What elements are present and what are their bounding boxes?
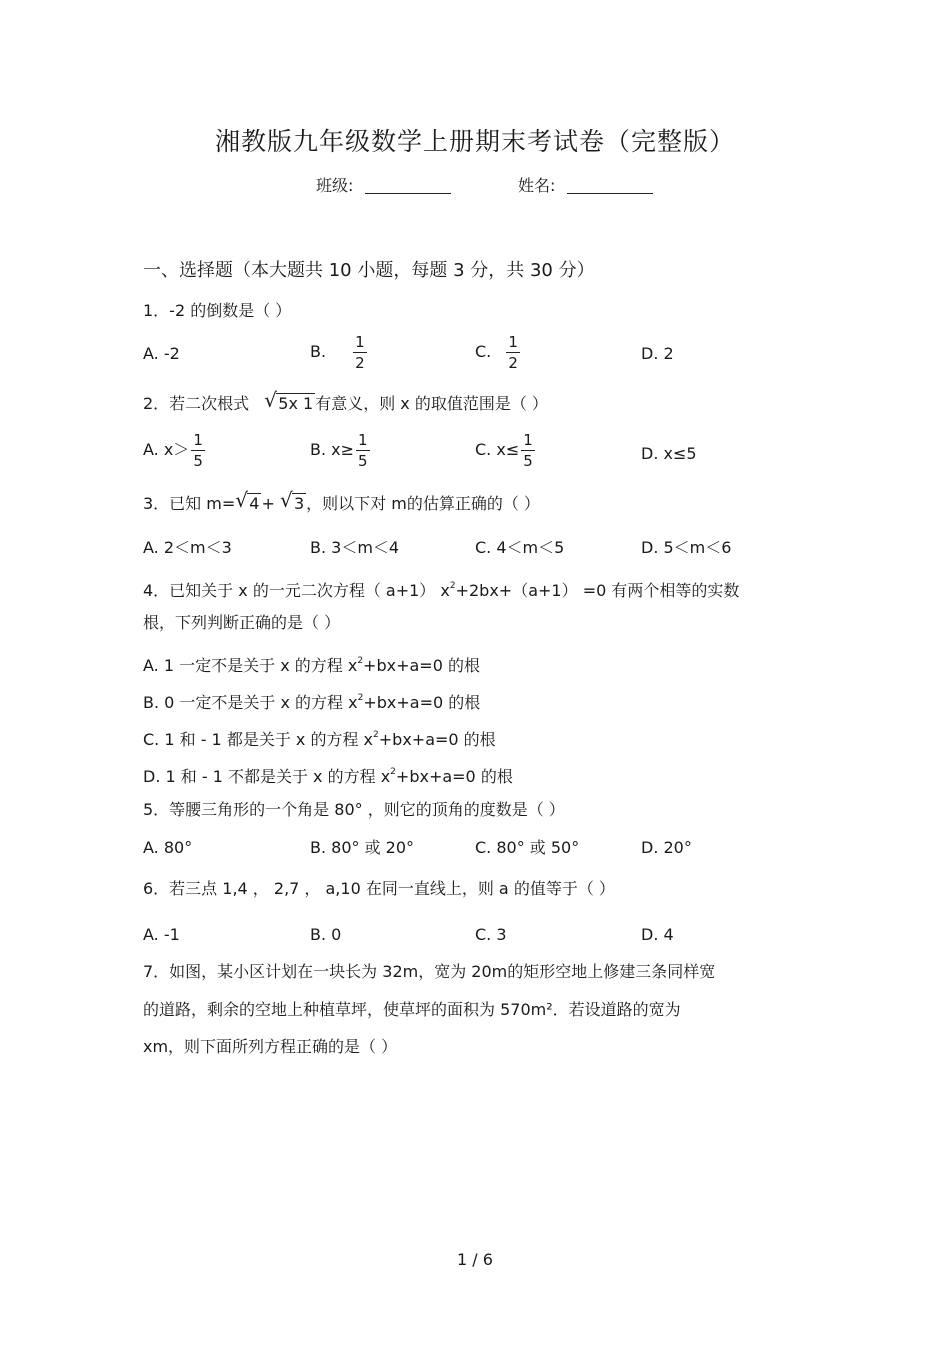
q2-option-c: [475, 432, 535, 469]
superscript: 2: [373, 730, 379, 740]
superscript: 2: [357, 693, 364, 703]
question-2-stem: [143, 388, 548, 414]
sqrt-icon: √: [235, 488, 249, 512]
q2-stem-post: 有意义，则 x 的取值范围是（ ）: [315, 394, 548, 413]
q6-option-b: B. 0: [310, 925, 342, 944]
question-3-stem: [143, 488, 540, 514]
sqrt-icon: √: [264, 388, 278, 412]
q3-stem-pre: 3．已知 m=: [143, 494, 236, 513]
q3-plus: +: [261, 494, 275, 513]
q2-a-fraction: [191, 432, 205, 469]
question-6-stem: 6．若三点 1,4 ， 2,7 ， a,10 在同一直线上，则 a 的值等于（ ）: [143, 879, 615, 898]
q4-c-pre: C. 1 和 - 1 都是关于 x 的方程 x: [143, 730, 374, 749]
q3-radical-1: [235, 488, 261, 514]
q5-option-b: B. 80° 或 20°: [310, 838, 415, 857]
q4-c-post: +bx+a=0 的根: [378, 730, 496, 749]
page-number: 1 / 6: [457, 1250, 493, 1269]
denominator: 5: [358, 452, 368, 470]
q3-option-b: B. 3＜m＜4: [310, 538, 400, 557]
q1-b-fraction: [353, 334, 367, 371]
q2-b-fraction: [356, 432, 370, 469]
numerator: 1: [355, 333, 365, 351]
question-5-stem: 5．等腰三角形的一个角是 80° ，则它的顶角的度数是（ ）: [143, 800, 565, 819]
q3-radicand-1: 4: [249, 494, 260, 513]
superscript: 2: [449, 581, 456, 591]
question-4-line-1: [143, 576, 739, 601]
numerator: 1: [358, 431, 368, 449]
q2-option-d: D. x≤5: [641, 444, 697, 463]
q1-option-d: D. 2: [641, 344, 674, 363]
q4-line1-post: +2bx+（a+1） =0 有两个相等的实数: [455, 581, 740, 600]
q2-option-a: [143, 432, 205, 469]
q1-b-label: B.: [310, 342, 327, 361]
q4-d-post: +bx+a=0 的根: [395, 767, 513, 786]
name-blank: [567, 177, 653, 194]
denominator: 5: [523, 452, 533, 470]
question-4-line-2: 根，下列判断正确的是（ ）: [143, 613, 341, 632]
section-heading: 一、选择题（本大题共 10 小题，每题 3 分，共 30 分）: [143, 260, 595, 281]
q2-c-fraction: [521, 432, 535, 469]
superscript: 2: [357, 656, 364, 666]
q3-stem-post: ，则以下对 m的估算正确的（ ）: [306, 494, 540, 513]
q4-b-pre: B. 0 一定不是关于 x 的方程 x: [143, 693, 358, 712]
q3-option-a: A. 2＜m＜3: [143, 538, 232, 557]
class-blank: [365, 177, 451, 194]
q6-option-a: A. -1: [143, 925, 180, 944]
q2-stem-pre: 2．若二次根式: [143, 394, 250, 413]
page-title: 湘教版九年级数学上册期末考试卷（完整版）: [214, 127, 735, 156]
q5-option-a: A. 80°: [143, 838, 193, 857]
q4-option-b: [143, 688, 480, 713]
q2-option-b: [310, 432, 370, 469]
q4-d-pre: D. 1 和 - 1 不都是关于 x 的方程 x: [143, 767, 391, 786]
class-field: [316, 176, 451, 196]
q3-option-d: D. 5＜m＜6: [641, 538, 732, 557]
sqrt-icon: √: [279, 488, 293, 512]
q4-a-pre: A. 1 一定不是关于 x 的方程 x: [143, 656, 358, 675]
numerator: 1: [523, 431, 533, 449]
q1-c-label: C.: [475, 342, 492, 361]
q6-option-d: D. 4: [641, 925, 674, 944]
denominator: 2: [508, 354, 518, 372]
q2-a-label: A. x＞: [143, 440, 190, 459]
q2-b-label: B. x≥: [310, 440, 355, 459]
superscript: 2: [390, 767, 396, 777]
q4-line1-pre: 4．已知关于 x 的一元二次方程（ a+1） x: [143, 581, 450, 600]
q4-option-a: [143, 651, 480, 676]
q4-option-c: [143, 725, 496, 750]
q1-option-a: A. -2: [143, 344, 180, 363]
question-7-line-1: 7．如图，某小区计划在一块长为 32m，宽为 20m的矩形空地上修建三条同样宽: [143, 962, 716, 981]
q5-option-d: D. 20°: [641, 838, 692, 857]
q2-radicand: 5x 1: [278, 394, 314, 413]
q2-c-label: C. x≤: [475, 440, 520, 459]
q1-c-fraction: [506, 334, 520, 371]
q1-option-b: [310, 334, 367, 371]
q3-radicand-2: 3: [293, 494, 305, 513]
name-label: 姓名:: [518, 176, 556, 195]
question-7-line-2: 的道路，剩余的空地上种植草坪，使草坪的面积为 570m²．若设道路的宽为: [143, 1000, 681, 1019]
name-field: [518, 176, 653, 196]
denominator: 2: [355, 354, 365, 372]
q5-option-c: C. 80° 或 50°: [475, 838, 580, 857]
q4-a-post: +bx+a=0 的根: [363, 656, 480, 675]
numerator: 1: [508, 333, 518, 351]
q3-option-c: C. 4＜m＜5: [475, 538, 565, 557]
q1-option-c: [475, 334, 520, 371]
q4-b-post: +bx+a=0 的根: [363, 693, 481, 712]
q2-radical: [264, 388, 315, 414]
class-label: 班级:: [316, 176, 354, 195]
question-1-stem: 1．-2 的倒数是（ ）: [143, 301, 292, 320]
q3-radical-2: [279, 488, 306, 514]
q6-option-c: C. 3: [475, 925, 507, 944]
denominator: 5: [193, 452, 203, 470]
question-7-line-3: xm，则下面所列方程正确的是（ ）: [143, 1037, 398, 1056]
q4-option-d: [143, 762, 513, 787]
numerator: 1: [193, 431, 203, 449]
